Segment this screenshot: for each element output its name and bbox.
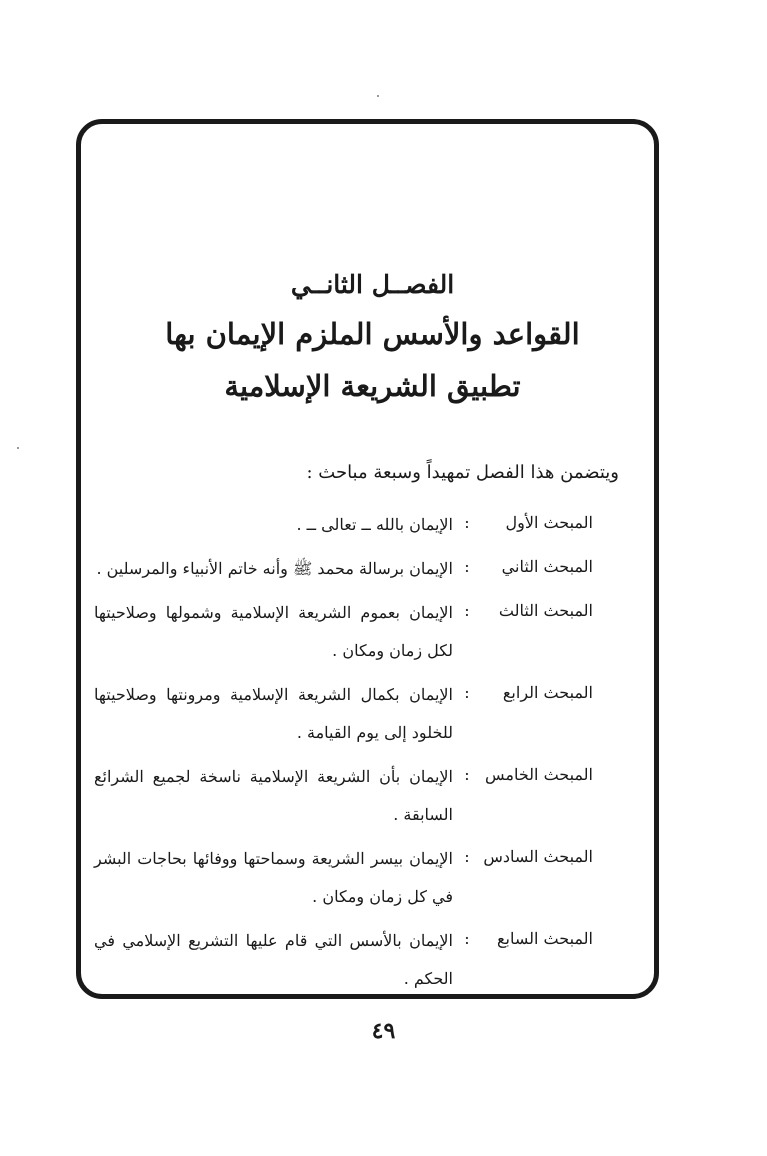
section-label: المبحث الرابع [502,683,593,702]
section-row [94,758,593,834]
section-separator: : [464,557,470,576]
section-label: المبحث السابع [497,929,593,948]
chapter-heading [90,262,655,412]
section-text: الإيمان بعموم الشريعة الإسلامية وشمولها وصلاحيتها لكل زمان ومكان . [94,603,453,660]
chapter-label: الفصــل الثانــي [290,270,455,299]
section-text: الإيمان بالله ــ تعالى ــ . [296,515,453,534]
section-row [94,550,593,588]
section-label: المبحث الثاني [501,557,593,576]
section-row [94,676,593,752]
section-text: الإيمان بيسر الشريعة وسماحتها ووفائها بحاجات البشر في كل زمان ومكان . [94,849,453,906]
chapter-subtitle: تطبيق الشريعة الإسلامية [224,369,521,403]
section-separator: : [464,929,470,948]
section-text: الإيمان بأن الشريعة الإسلامية ناسخة لجميع الشرائع السابقة . [94,767,453,824]
section-label: المبحث السادس [483,847,593,866]
section-label: المبحث الخامس [484,765,593,784]
section-row [94,594,593,670]
section-separator: : [464,513,470,532]
section-separator: : [464,683,470,702]
section-row [94,840,593,916]
section-text: الإيمان برسالة محمد ﷺ وأنه خاتم الأنبياء والمرسلين . [96,559,453,578]
chapter-title: القواعد والأسس الملزم الإيمان بها [165,317,580,351]
section-separator: : [464,765,470,784]
section-text: الإيمان بالأسس التي قام عليها التشريع الإسلامي في الحكم . [94,931,453,988]
chapter-intro: ويتضمن هذا الفصل تمهيداً وسبعة مباحث : [306,462,619,483]
scan-speck [17,447,19,449]
scan-speck [377,95,379,97]
sections-list [94,506,593,1004]
section-separator: : [464,601,470,620]
section-separator: : [464,847,470,866]
section-label: المبحث الأول [505,513,593,532]
section-row [94,506,593,544]
section-text: الإيمان بكمال الشريعة الإسلامية ومرونتها وصلاحيتها للخلود إلى يوم القيامة . [94,685,453,742]
page-number: ٤٩ [371,1018,396,1044]
section-row [94,922,593,998]
section-label: المبحث الثالث [498,601,593,620]
